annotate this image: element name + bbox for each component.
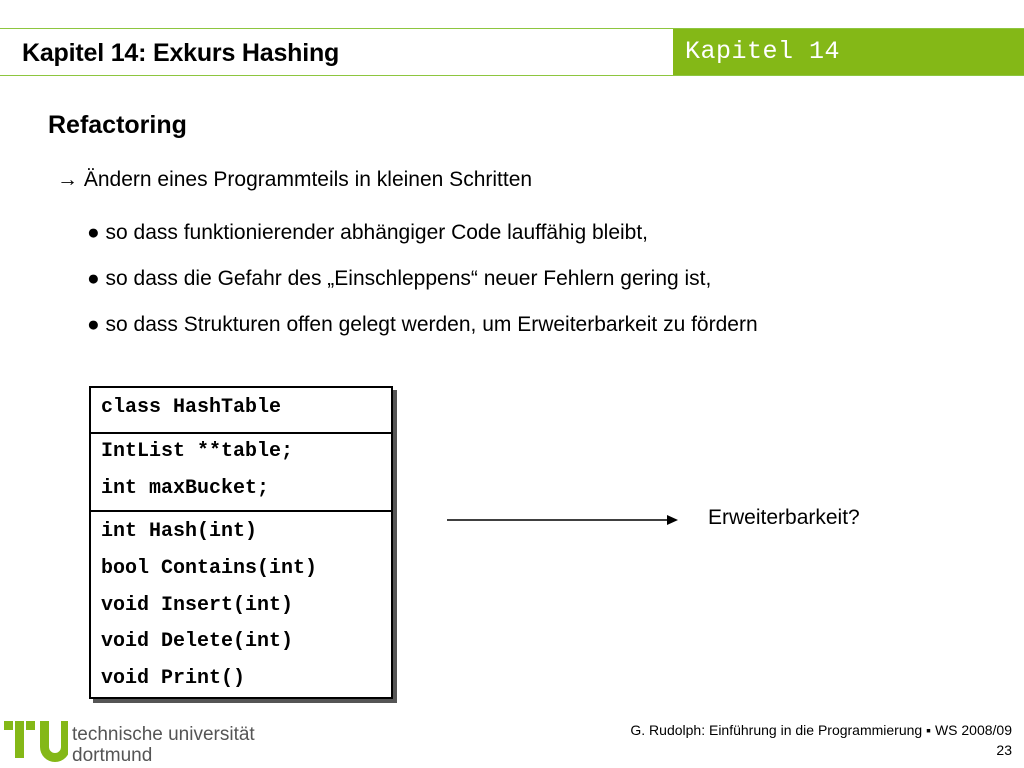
right-arrow-icon [447,510,679,530]
chapter-badge-label: Kapitel 14 [685,37,841,66]
bullet-item: ● so dass funktionierender abhängiger Code lauffähig bleibt, [87,221,649,244]
section-heading: Refactoring [48,111,187,139]
uml-class-name: class HashTable [101,396,282,419]
uml-attributes-compartment [91,434,391,512]
uml-method: int Hash(int) [101,520,258,543]
university-name-line1: technische universität [72,724,255,745]
bullet-item: ● so dass Strukturen offen gelegt werden, um Erweiterbarkeit zu fördern [87,313,758,336]
page-number: 23 [996,742,1012,758]
university-name-line2: dortmund [72,745,153,766]
slide-title: Kapitel 14: Exkurs Hashing [22,39,340,67]
slide-header [0,29,1024,75]
uml-methods-compartment [91,512,391,697]
uml-attribute: int maxBucket; [101,477,270,500]
uml-attribute: IntList **table; [101,440,294,463]
intro-line: → Ändern eines Programmteils in kleinen Schritten [57,168,533,191]
tu-logo-icon [4,717,68,765]
uml-class-box [89,386,393,699]
uml-method: void Delete(int) [101,630,294,653]
uml-class-name-compartment [91,388,391,434]
footer-citation: G. Rudolph: Einführung in die Programmierung ▪ WS 2008/09 [630,722,1012,738]
uml-method: bool Contains(int) [101,557,318,580]
bullet-item: ● so dass die Gefahr des „Einschleppens“ neuer Fehlern gering ist, [87,267,712,290]
header-bottom-rule [0,75,1024,76]
chapter-badge [673,29,1024,75]
uml-method: void Print() [101,667,246,690]
arrow-label: Erweiterbarkeit? [708,506,860,529]
uml-method: void Insert(int) [101,594,294,617]
